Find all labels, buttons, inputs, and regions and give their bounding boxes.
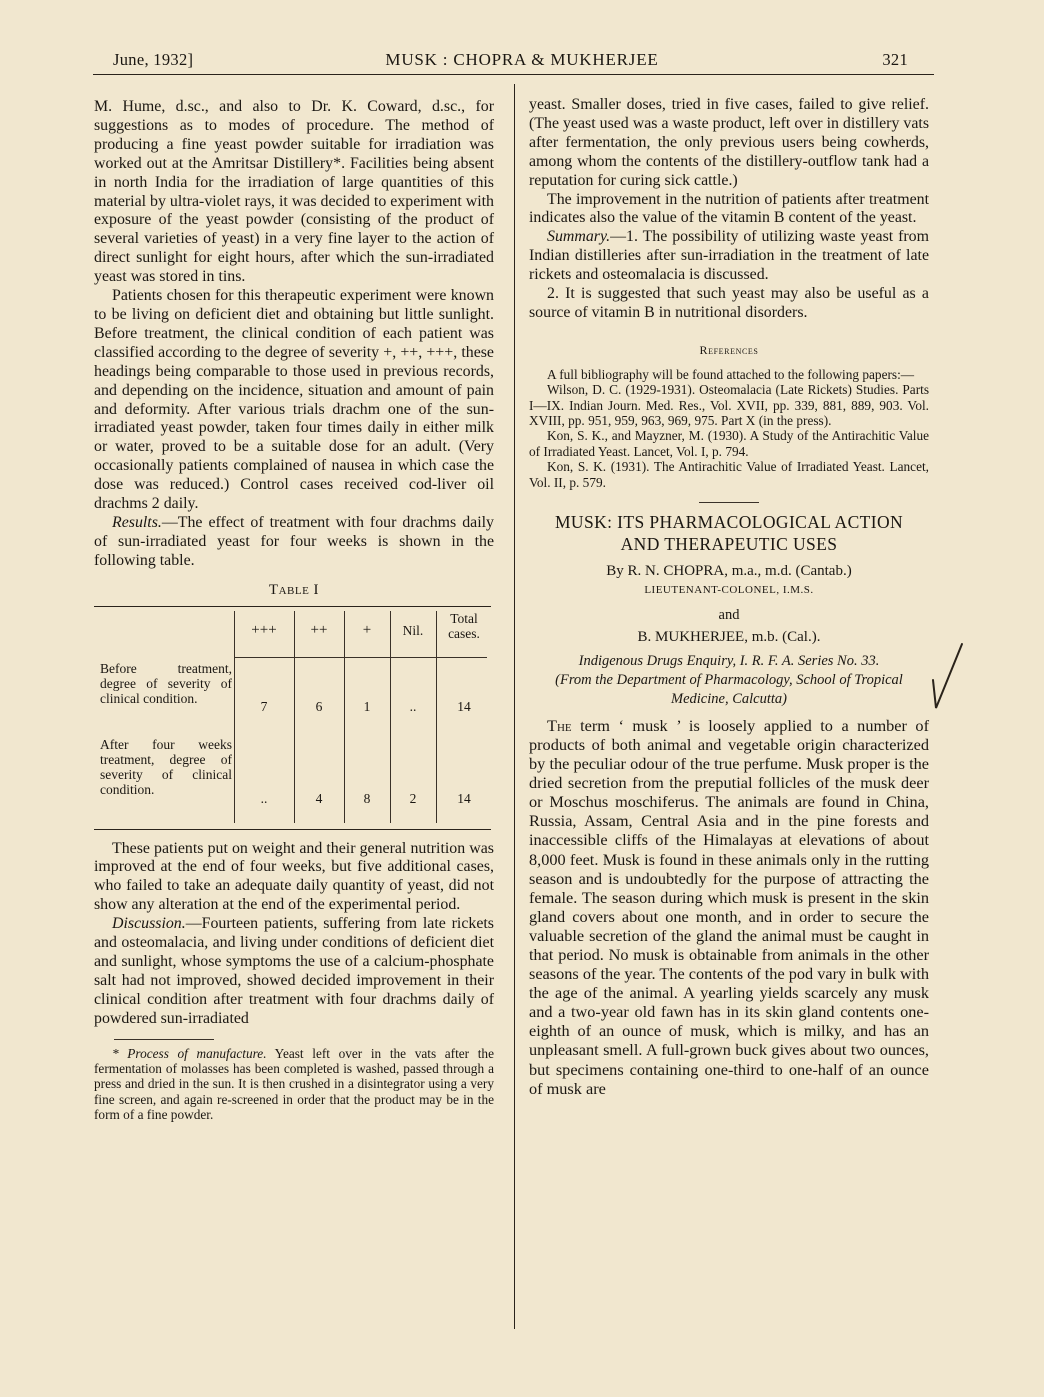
- paragraph: Patients chosen for this therapeutic experiment were known to be living on deficient diet and obtaining but little sunlight. Before treatment, the clinical condition of each patient was classified according to the degree of severity +, ++, +++, these headings being comparable to those used in previous records, and depending on the incidence, situation and amount of pain and deformity. After various trials drachm one of the sun-irradiated yeast powder, taken four times daily in either milk or water, proved to be a suitable dose for an adult. (Very occasionally patients complained of nausea in which case the dose was reduced.) Control cases received cod-liver oil drachms 2 daily.: [94, 287, 494, 513]
- references-heading: References: [699, 342, 759, 357]
- section-rule: [699, 502, 759, 503]
- table-header: +++: [251, 621, 277, 638]
- table-cell: 4: [315, 790, 323, 806]
- body-text: term ‘ musk ’ is loosely applied to a number of products of both animal and vegetable origin characterized by the peculiar odour of the true perfume. Musk proper is the dried secretion from the preputial follicles of the musk deer or Moschus moschiferus. The animals are found in China, Russia, Assam, Central Asia and in the pine forests and inaccessible cliffs of the Himalayas at elevations of about 8,000 feet. Musk is found in these animals only in the rutting season and is undoubtedly for the purpose of attracting the female. The season during which musk is present in the skin gland covers about one month, and in order to secure the valuable secretion of the gland the animal must be caught in that period. No musk is obtainable from animals in the other seasons of the year. The contents of the pod vary in bulk with the age of the animal. A yearling yields scarcely any musk and a two-year old fawn has in its skin gland contents one-eighth of an ounce of musk, which is milky, and has an unpleasant smell. A full-grown buck gives about two ounces, but specimens containing one-third to one-half of an ounce of musk are: [529, 715, 929, 1098]
- reference-item: Kon, S. K., and Mayzner, M. (1930). A Study of the Antirachitic Value of Irradiated Yeast. Lancet, Vol. I, p. 794.: [529, 428, 929, 459]
- table-cell: 2: [409, 790, 417, 806]
- results-label: Results.: [112, 513, 162, 531]
- author-line: By R. N. CHOPRA, m.a., m.d. (Cantab.): [606, 563, 852, 580]
- affiliation: Indigenous Drugs Enquiry, I. R. F. A. Series No. 33.: [578, 652, 880, 669]
- article-title: [529, 511, 929, 555]
- summary-label: Summary.: [547, 228, 611, 246]
- table-cell: 14: [457, 698, 471, 714]
- results-table: [94, 606, 491, 830]
- table-header: Nil.: [402, 622, 424, 638]
- article-title-line: AND THERAPEUTIC USES: [620, 534, 838, 555]
- column-divider: [514, 84, 515, 1329]
- discussion-paragraph: [94, 915, 494, 1028]
- table-cell: 8: [363, 790, 371, 806]
- right-column: [529, 96, 929, 1098]
- pencil-tick-mark: [928, 638, 968, 718]
- table-header: ++: [310, 621, 328, 638]
- affiliation: (From the Department of Pharmacology, School of Tropical Medicine, Calcutta): [555, 671, 903, 707]
- discussion-text: —Fourteen patients, suffering from late rickets and osteomalacia, and living under conditions of deficient diet and sunlight, whose symptoms the use of a calcium-phosphate salt had not improved, showed decided improvement in their clinical condition after treatment with four drachms daily of powdered sun-irradiated: [94, 915, 494, 1027]
- table-row-label: Before treatment, degree of severity of clinical condition.: [100, 660, 232, 706]
- header-running-title: MUSK : CHOPRA & MUKHERJEE: [385, 50, 659, 69]
- table-cell: 1: [363, 698, 371, 714]
- table-caption: Table I: [268, 581, 320, 598]
- table-cell: 14: [457, 790, 471, 806]
- discussion-label: Discussion.: [112, 915, 186, 933]
- results-paragraph: [94, 514, 494, 571]
- summary-text: —1. The possibility of utilizing waste yeast from Indian distilleries after sun-irradiation in the treatment of late rickets and osteomalacia is discussed.: [529, 228, 929, 284]
- article-title-line: MUSK: ITS PHARMACOLOGICAL ACTION: [554, 512, 904, 533]
- footnote-rule: [114, 1039, 214, 1040]
- table-cell: 6: [315, 698, 323, 714]
- header-date: June, 1932]: [113, 50, 194, 69]
- header-rule: [93, 74, 934, 75]
- reference-item: Wilson, D. C. (1929-1931). Osteomalacia (Late Rickets) Studies. Parts I—IX. Indian Journ. Med. Res., Vol. XVII, pp. 339, 881, 889, 903. Vol. XVIII, pp. 951, 959, 963, 969, 975. Part X (in the press).: [529, 382, 929, 428]
- body-paragraph: [529, 716, 929, 1098]
- author-and: and: [718, 606, 740, 623]
- table-cell: ..: [409, 698, 417, 714]
- page-number: 321: [882, 50, 908, 69]
- author-line: B. MUKHERJEE, m.b. (Cal.).: [637, 628, 821, 645]
- paragraph: yeast. Smaller doses, tried in five cases, failed to give relief. (The yeast used was a waste product, left over in distillery vats after fermentation, the only previous users being cowherds, among whom the contents of the distillery-outflow tank had a reputation for curing sick cattle.): [529, 96, 929, 189]
- footnote-label: * Process of manufacture.: [112, 1045, 267, 1061]
- author-rank: LIEUTENANT-COLONEL, I.M.S.: [644, 584, 814, 597]
- paragraph: 2. It is suggested that such yeast may also be useful as a source of vitamin B in nutritional disorders.: [529, 285, 929, 321]
- footnote: [94, 1046, 494, 1123]
- body-lead: The: [547, 715, 572, 735]
- footnote-text: Yeast left over in the vats after the fermentation of molasses has been completed is washed, passed through a press and dried in the sun. It is then crushed in a disintegrator using a very fine screen, and again re-screened in order that the product may be in the form of a fine powder.: [94, 1045, 494, 1123]
- paragraph: The improvement in the nutrition of patients after treatment indicates also the value of the vitamin B content of the yeast.: [529, 190, 929, 227]
- reference-intro: A full bibliography will be found attached to the following papers:—: [547, 366, 915, 382]
- table-divider: [436, 611, 437, 823]
- table-cell: ..: [260, 790, 268, 806]
- table-header: Total cases.: [448, 610, 480, 641]
- results-text: —The effect of treatment with four drachms daily of sun-irradiated yeast for four weeks is shown in the following table.: [94, 513, 494, 569]
- paragraph: M. Hume, d.sc., and also to Dr. K. Coward, d.sc., for suggestions as to modes of procedure. The method of producing a fine yeast powder suitable for irradiation was worked out at the Amritsar Distillery*. Facilities being absent in north India for the irradiation of large quantities of this material by ultra-violet rays, it was decided to experiment with exposure of the yeast powder (consisting of the product of several varieties of yeast) in a very fine layer to the action of direct sunlight for eight hours, after which the sun-irradiated yeast was stored in tins.: [94, 98, 494, 286]
- table-row-label: After four weeks treatment, degree of severity of clinical condition.: [100, 736, 232, 798]
- table-header-rule: [234, 657, 487, 658]
- left-column: [94, 98, 494, 1123]
- summary-paragraph: [529, 228, 929, 285]
- paragraph: These patients put on weight and their general nutrition was improved at the end of four weeks, but five additional cases, who failed to take an adequate daily quantity of yeast, did not show any alteration at the end of the experimental period.: [94, 839, 494, 914]
- reference-item: Kon, S. K. (1931). The Antirachitic Value of Irradiated Yeast. Lancet, Vol. II, p. 579.: [529, 459, 929, 490]
- table-cell: 7: [260, 698, 268, 714]
- table-header: +: [362, 621, 372, 638]
